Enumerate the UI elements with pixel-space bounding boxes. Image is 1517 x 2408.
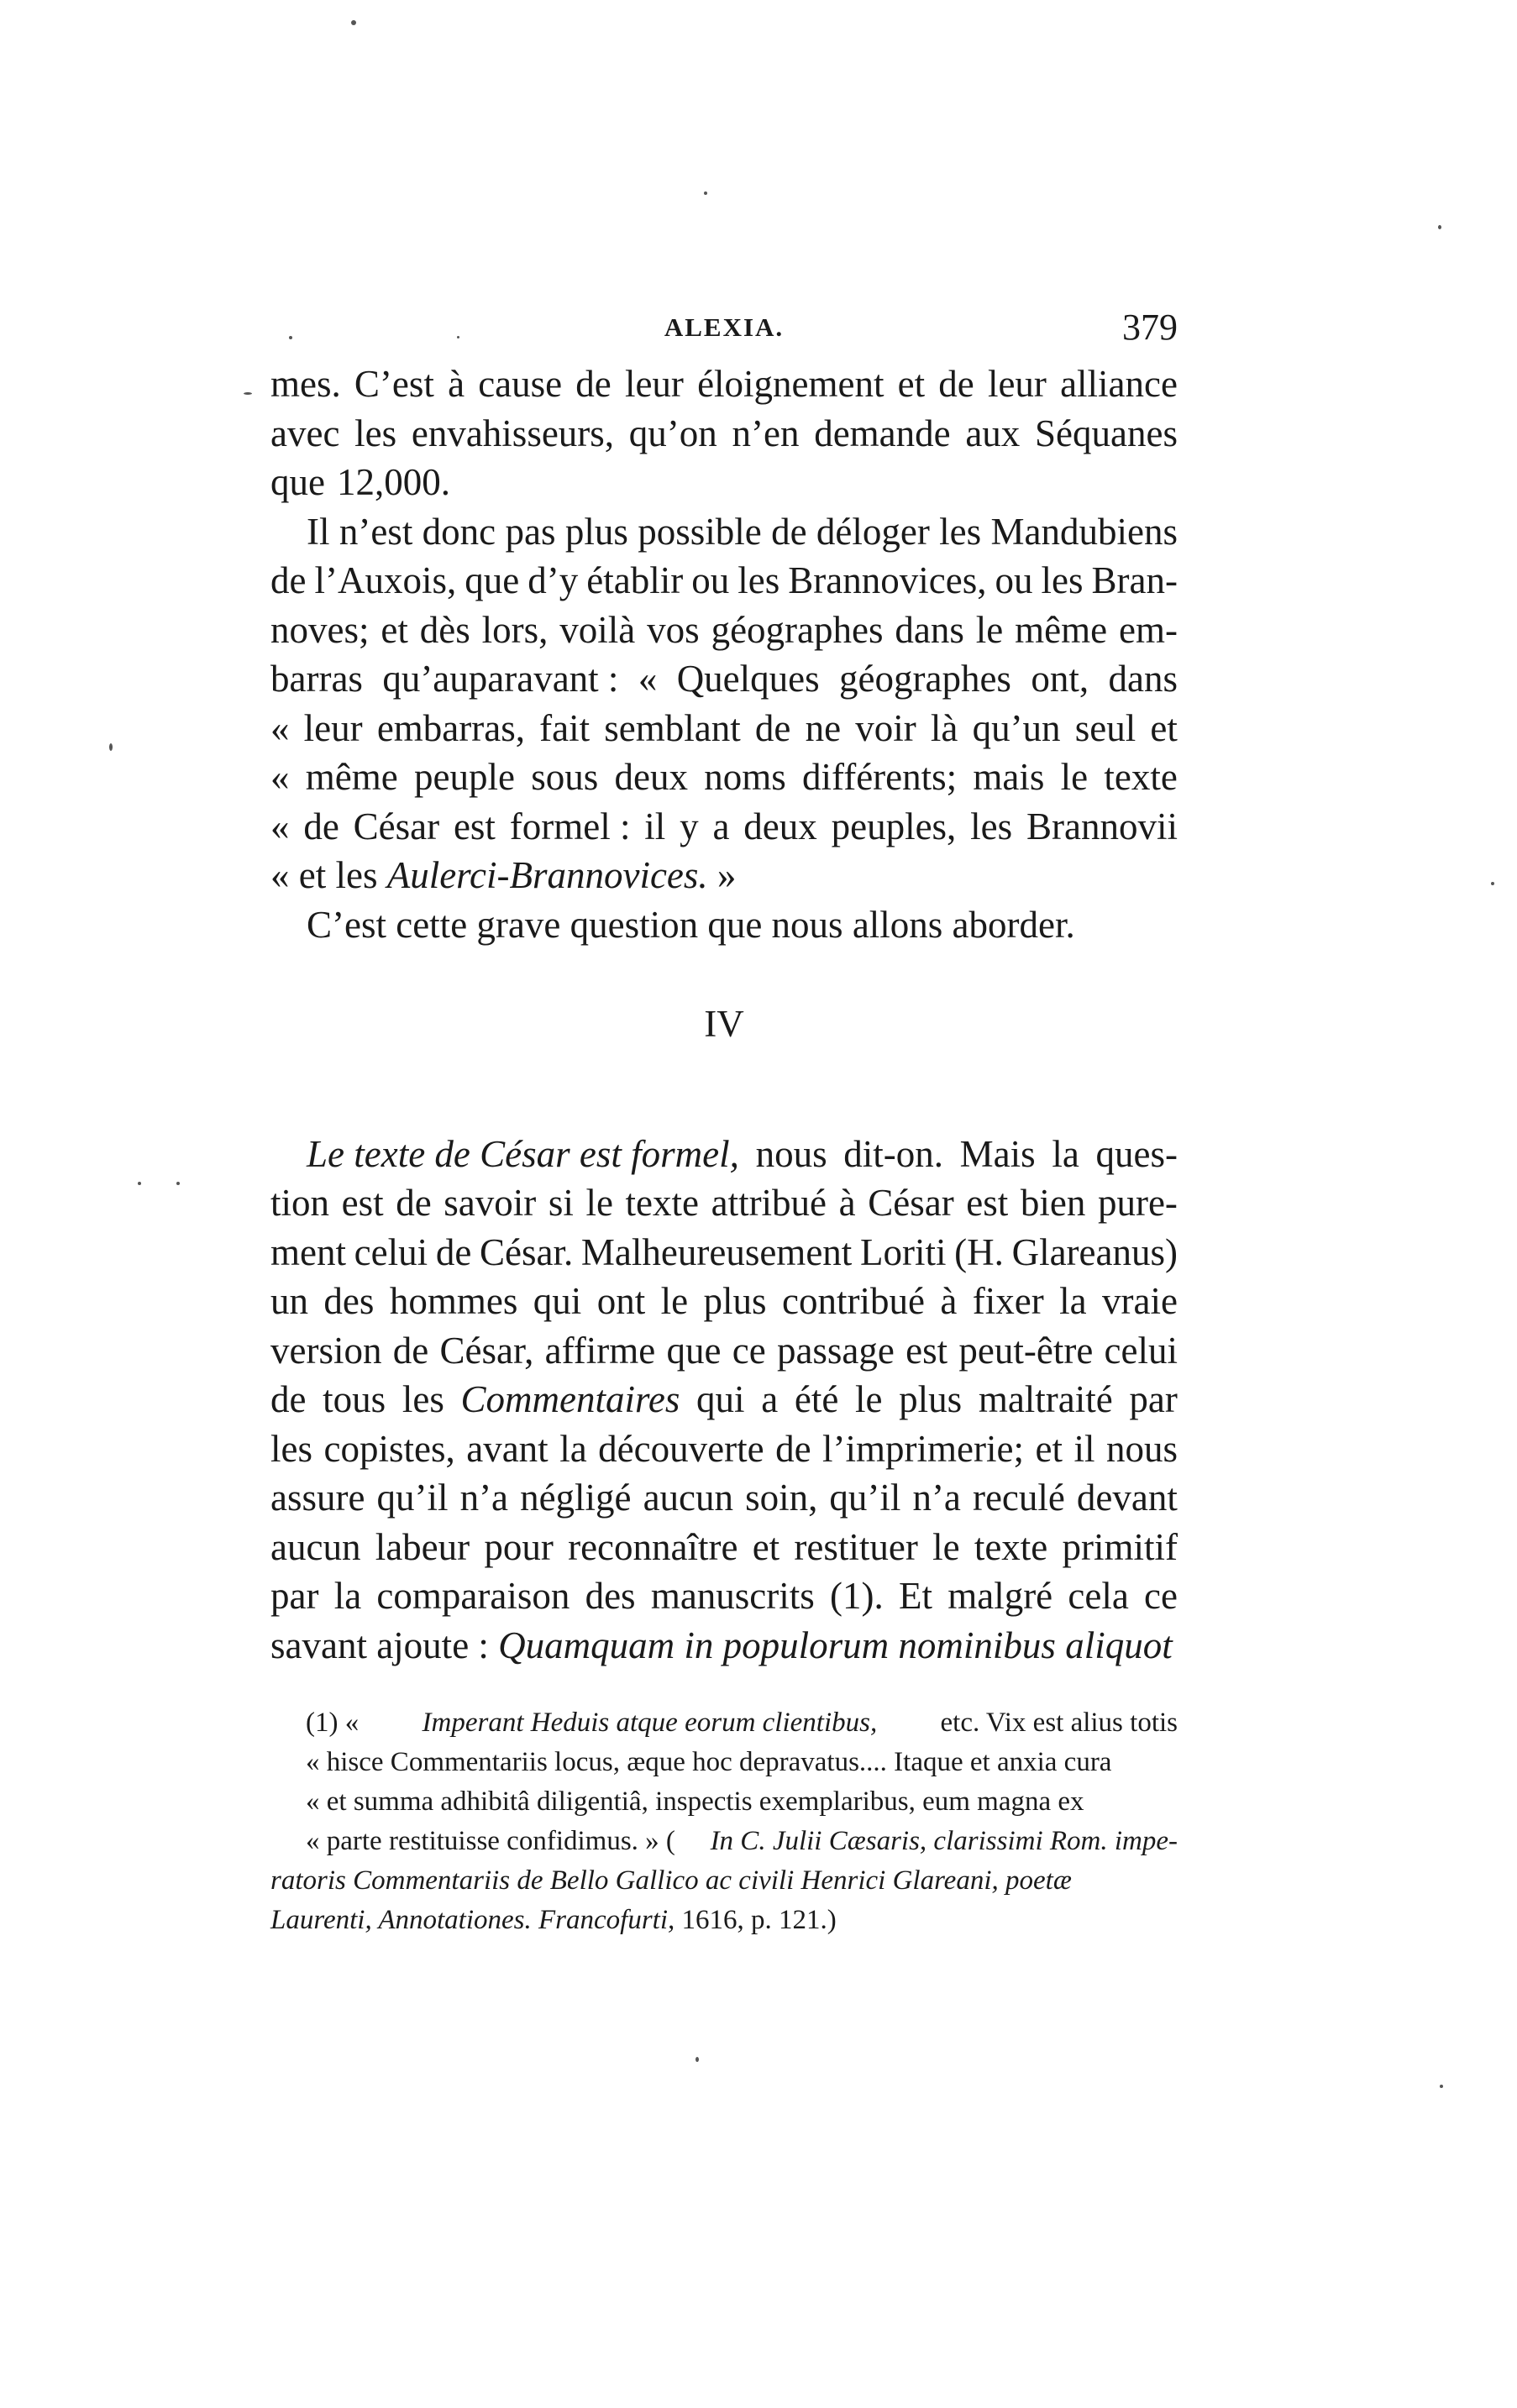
word: ment bbox=[270, 1230, 346, 1273]
running-head: ALEXIA. bbox=[664, 312, 785, 342]
word: barras bbox=[270, 658, 363, 700]
text-span bbox=[489, 1621, 498, 1671]
word: vos bbox=[647, 608, 700, 651]
word: restituer bbox=[794, 1525, 918, 1568]
main-text bbox=[270, 359, 1178, 1670]
speck bbox=[176, 1182, 180, 1185]
word: mes. bbox=[270, 363, 341, 405]
page-header bbox=[270, 307, 1178, 363]
word: (1). bbox=[830, 1575, 884, 1617]
paragraph bbox=[270, 900, 1178, 950]
word: aucun bbox=[643, 1477, 734, 1519]
word: des bbox=[323, 1280, 375, 1322]
word: même bbox=[305, 756, 398, 798]
word: peut-être bbox=[958, 1329, 1094, 1372]
word: il bbox=[1073, 1427, 1095, 1470]
word: reculé bbox=[972, 1477, 1065, 1519]
word: Bran- bbox=[1091, 559, 1178, 601]
word: donc bbox=[422, 510, 496, 553]
word: semblant bbox=[604, 706, 741, 749]
word: l’Auxois, bbox=[314, 559, 457, 601]
word: de bbox=[392, 1329, 429, 1372]
word: peuple bbox=[413, 756, 515, 798]
word: maltraité bbox=[978, 1378, 1113, 1420]
speck bbox=[1491, 882, 1494, 885]
word: géographes bbox=[839, 658, 1011, 700]
text-line bbox=[270, 1621, 1178, 1671]
word: noves; bbox=[270, 608, 370, 651]
text-line bbox=[270, 409, 1178, 459]
word: embarras, bbox=[376, 706, 525, 749]
word: de bbox=[771, 510, 807, 553]
word: est bbox=[966, 1182, 1009, 1224]
word: et bbox=[1035, 1427, 1063, 1470]
word: qu’on bbox=[628, 412, 717, 454]
word: vraie bbox=[1102, 1280, 1178, 1322]
word: César, bbox=[439, 1329, 534, 1372]
word: plus bbox=[564, 510, 628, 553]
word: ou bbox=[995, 559, 1033, 601]
word: le bbox=[660, 1280, 689, 1322]
word: et bbox=[897, 363, 926, 405]
word: manuscrits bbox=[650, 1575, 815, 1617]
word: passage bbox=[776, 1329, 895, 1372]
footnote-line bbox=[270, 1901, 1178, 1940]
word: C’est bbox=[354, 363, 434, 405]
word: texte bbox=[1104, 756, 1178, 798]
italic-name: Aulerci-Brannovices. bbox=[386, 854, 708, 896]
italic-phrase: Quamquam in populorum nominibus aliquot bbox=[498, 1624, 1173, 1666]
text-line bbox=[270, 704, 1178, 753]
word: demande bbox=[814, 412, 951, 454]
word: qui bbox=[696, 1378, 745, 1420]
word: qu’il bbox=[829, 1477, 901, 1519]
word: soin, bbox=[745, 1477, 818, 1519]
word: seul bbox=[1074, 706, 1136, 749]
word: par bbox=[270, 1575, 319, 1617]
word: deux bbox=[743, 805, 817, 847]
word: lors, bbox=[481, 608, 549, 651]
word: labeur bbox=[375, 1525, 470, 1568]
text-line bbox=[270, 458, 1178, 507]
word: établir bbox=[586, 559, 684, 601]
word: plus bbox=[703, 1280, 767, 1322]
word: différents; bbox=[802, 756, 958, 798]
speck bbox=[138, 1182, 141, 1185]
word: un bbox=[270, 1280, 308, 1322]
text-line bbox=[270, 1375, 1178, 1424]
word: leur bbox=[303, 706, 363, 749]
text-span: 1616, p. 121.) bbox=[681, 1905, 837, 1935]
word: César bbox=[868, 1182, 954, 1224]
word: à bbox=[940, 1280, 958, 1322]
word: ne bbox=[805, 706, 842, 749]
text-line: C’est cette grave question que nous allons aborder. bbox=[307, 903, 1075, 946]
word: n’a bbox=[459, 1477, 509, 1519]
footnote-line: « et summa adhibitâ diligentiâ, inspectis exemplaribus, eum magna ex bbox=[306, 1786, 1084, 1817]
word: « bbox=[270, 706, 290, 749]
word: le bbox=[932, 1525, 960, 1568]
word: de bbox=[396, 1182, 432, 1224]
word: de bbox=[303, 805, 339, 847]
word: des bbox=[585, 1575, 636, 1617]
text-line bbox=[270, 1130, 1178, 1179]
word: ce bbox=[732, 1329, 766, 1372]
word: avant bbox=[466, 1427, 549, 1470]
word: tion bbox=[270, 1182, 330, 1224]
text-line bbox=[270, 753, 1178, 802]
word: si bbox=[548, 1182, 574, 1224]
footnote-line bbox=[306, 1822, 1178, 1861]
page-number: 379 bbox=[1122, 307, 1178, 348]
word: Mandubiens bbox=[990, 510, 1178, 553]
word: de bbox=[270, 559, 307, 601]
word: géographes bbox=[711, 608, 884, 651]
word: la bbox=[333, 1575, 362, 1617]
text-line bbox=[270, 1424, 1178, 1474]
word: celui bbox=[354, 1230, 428, 1273]
word: n’est bbox=[339, 510, 413, 553]
word: que bbox=[270, 461, 325, 503]
italic-phrase: Laurenti, Annotationes. Francofurti, bbox=[270, 1905, 675, 1935]
word: celui bbox=[1104, 1329, 1178, 1372]
word: découverte bbox=[598, 1427, 764, 1470]
italic-phrase: Imperant Heduis atque eorum clientibus, bbox=[422, 1708, 878, 1738]
word: ques- bbox=[1095, 1132, 1178, 1175]
word: primitif bbox=[1062, 1525, 1178, 1568]
word: déloger bbox=[816, 510, 930, 553]
word: voir bbox=[855, 706, 916, 749]
word: Quelques bbox=[676, 658, 820, 700]
text-line bbox=[270, 851, 1178, 900]
italic-phrase: In C. Julii Cæsaris, clarissimi Rom. impe- bbox=[710, 1826, 1178, 1856]
word: dès bbox=[419, 608, 470, 651]
text-span bbox=[675, 1901, 681, 1940]
word: bien bbox=[1020, 1182, 1086, 1224]
word: sous bbox=[531, 756, 599, 798]
word: pure- bbox=[1097, 1182, 1178, 1224]
italic-phrase: Le texte de César est formel, bbox=[307, 1132, 739, 1175]
text-line bbox=[270, 1228, 1178, 1277]
word: « bbox=[638, 658, 658, 700]
word: les bbox=[270, 1427, 312, 1470]
word: les bbox=[402, 1378, 444, 1420]
word: y bbox=[680, 805, 699, 847]
word: été bbox=[794, 1378, 839, 1420]
word: dans bbox=[1108, 658, 1178, 700]
section-heading: IV bbox=[704, 1003, 744, 1045]
word: et bbox=[752, 1525, 780, 1568]
word: nous bbox=[755, 1132, 827, 1175]
text-line bbox=[270, 556, 1178, 606]
word: que bbox=[465, 559, 520, 601]
word: noms bbox=[704, 756, 786, 798]
word: aucun bbox=[270, 1525, 361, 1568]
paragraph bbox=[270, 507, 1178, 900]
word: fait bbox=[539, 706, 591, 749]
speck bbox=[696, 2057, 699, 2062]
word: cela bbox=[1068, 1575, 1129, 1617]
text-line bbox=[270, 802, 1178, 852]
speck bbox=[244, 392, 252, 395]
word: « bbox=[270, 756, 290, 798]
word: est bbox=[453, 805, 496, 847]
word: l’imprimerie; bbox=[822, 1427, 1024, 1470]
footnote-line: ratoris Commentariis de Bello Gallico ac civili Henrici Glareani, poetæ bbox=[270, 1865, 1072, 1896]
word: ce bbox=[1144, 1575, 1178, 1617]
word: de bbox=[575, 363, 612, 405]
word: et bbox=[1150, 706, 1178, 749]
speck bbox=[457, 336, 459, 338]
word: plus bbox=[899, 1378, 963, 1420]
word: hommes bbox=[389, 1280, 518, 1322]
word: leur bbox=[987, 363, 1047, 405]
word: qui bbox=[533, 1280, 582, 1322]
word: affirme bbox=[544, 1329, 656, 1372]
text-line bbox=[270, 606, 1178, 655]
word: a bbox=[712, 805, 730, 847]
word: le bbox=[1060, 756, 1089, 798]
word: ont bbox=[596, 1280, 646, 1322]
word: cause bbox=[478, 363, 563, 405]
speck bbox=[1438, 225, 1441, 229]
word: Loriti bbox=[859, 1230, 947, 1273]
word: 12,000. bbox=[336, 461, 450, 503]
word: n’a bbox=[912, 1477, 961, 1519]
word: la bbox=[1059, 1280, 1087, 1322]
text-line bbox=[270, 1571, 1178, 1621]
word: par bbox=[1129, 1378, 1178, 1420]
word: voilà bbox=[559, 608, 636, 651]
word: de bbox=[435, 1230, 472, 1273]
word: attribué bbox=[711, 1182, 827, 1224]
word: qu’il bbox=[376, 1477, 449, 1519]
word: dit-on. bbox=[843, 1132, 943, 1175]
word: a bbox=[761, 1378, 779, 1420]
word: copistes, bbox=[323, 1427, 455, 1470]
text-line bbox=[270, 654, 1178, 704]
word: ou bbox=[691, 559, 730, 601]
word: Et bbox=[898, 1575, 932, 1617]
word: Glareanus) bbox=[1011, 1230, 1178, 1273]
word: négligé bbox=[520, 1477, 632, 1519]
text-span: et les bbox=[298, 854, 387, 896]
word: savoir bbox=[444, 1182, 537, 1224]
word: devant bbox=[1076, 1477, 1178, 1519]
footnote-line bbox=[306, 1703, 1178, 1743]
word: Brannovii bbox=[1026, 805, 1178, 847]
text-line bbox=[270, 1523, 1178, 1572]
word: formel : bbox=[509, 805, 631, 847]
paragraph bbox=[270, 1130, 1178, 1671]
word: em- bbox=[1119, 608, 1178, 651]
word: texte bbox=[974, 1525, 1048, 1568]
word: la bbox=[1052, 1132, 1079, 1175]
word: Mais bbox=[959, 1132, 1036, 1175]
word: nous bbox=[1105, 1427, 1178, 1470]
footnote-mark: (1) « bbox=[306, 1708, 360, 1738]
word: envahisseurs, bbox=[411, 412, 615, 454]
speck bbox=[289, 336, 292, 339]
word: les bbox=[738, 559, 780, 601]
word: le bbox=[975, 608, 1004, 651]
word: mais bbox=[973, 756, 1045, 798]
word: ont, bbox=[1031, 658, 1089, 700]
quote-mark: « bbox=[270, 854, 290, 896]
word: texte bbox=[625, 1182, 699, 1224]
word: fixer bbox=[972, 1280, 1044, 1322]
text-line bbox=[270, 1178, 1178, 1228]
text-span: savant ajoute : bbox=[270, 1624, 489, 1666]
word: (H. bbox=[954, 1230, 1004, 1273]
word: pas bbox=[505, 510, 556, 553]
word: est bbox=[341, 1182, 384, 1224]
word: les bbox=[939, 510, 982, 553]
word: Il bbox=[307, 510, 330, 553]
word: « bbox=[270, 805, 290, 847]
word: est bbox=[905, 1329, 948, 1372]
word: dans bbox=[895, 608, 964, 651]
speck bbox=[351, 20, 356, 25]
word: de bbox=[938, 363, 974, 405]
word: il bbox=[644, 805, 666, 847]
footnote bbox=[270, 1703, 1178, 1940]
speck bbox=[109, 743, 113, 751]
word: reconnaître bbox=[568, 1525, 738, 1568]
word: et bbox=[381, 608, 408, 651]
word: n’en bbox=[732, 412, 800, 454]
word: possible bbox=[638, 510, 762, 553]
word: assure bbox=[270, 1477, 365, 1519]
word: le bbox=[854, 1378, 883, 1420]
word: de bbox=[775, 1427, 811, 1470]
word: qu’un bbox=[972, 706, 1061, 749]
italic-word: Commentaires bbox=[460, 1378, 680, 1420]
paragraph bbox=[270, 359, 1178, 507]
word: Séquanes bbox=[1035, 412, 1178, 454]
word: deux bbox=[614, 756, 688, 798]
word: tous bbox=[323, 1378, 386, 1420]
word: les bbox=[1041, 559, 1084, 601]
word: Malheureusement bbox=[580, 1230, 853, 1273]
text-line bbox=[270, 359, 1178, 409]
text-span: « parte restituisse confidimus. » ( bbox=[306, 1826, 675, 1856]
word: leur bbox=[624, 363, 684, 405]
word: César. bbox=[479, 1230, 574, 1273]
word: là bbox=[930, 706, 958, 749]
word: qu’auparavant : bbox=[382, 658, 619, 700]
word: le bbox=[585, 1182, 613, 1224]
word: aux bbox=[965, 412, 1021, 454]
word: Brannovices, bbox=[788, 559, 987, 601]
word: que bbox=[666, 1329, 722, 1372]
word: alliance bbox=[1060, 363, 1178, 405]
word: contribué bbox=[781, 1280, 925, 1322]
word: comparaison bbox=[376, 1575, 570, 1617]
word: à bbox=[448, 363, 465, 405]
word: de bbox=[754, 706, 791, 749]
word: les bbox=[354, 412, 397, 454]
speck bbox=[704, 191, 707, 195]
text-span bbox=[290, 851, 299, 900]
word: de bbox=[270, 1378, 307, 1420]
text-span: etc. Vix est alius totis bbox=[940, 1708, 1178, 1738]
word: malgré bbox=[947, 1575, 1053, 1617]
word: avec bbox=[270, 412, 340, 454]
text-line bbox=[270, 507, 1178, 557]
word: César bbox=[353, 805, 440, 847]
closing-quote: » bbox=[707, 854, 737, 896]
footnote-line: « hisce Commentariis locus, æque hoc depravatus.... Itaque et anxia cura bbox=[306, 1747, 1112, 1777]
word: les bbox=[970, 805, 1013, 847]
word: la bbox=[559, 1427, 587, 1470]
word: éloignement bbox=[697, 363, 884, 405]
word: à bbox=[838, 1182, 856, 1224]
text-line bbox=[270, 1277, 1178, 1326]
word: même bbox=[1015, 608, 1108, 651]
word: d’y bbox=[528, 559, 579, 601]
text-line bbox=[270, 1473, 1178, 1523]
speck bbox=[1440, 2085, 1443, 2088]
word: version bbox=[270, 1329, 382, 1372]
word: pour bbox=[484, 1525, 554, 1568]
word: peuples, bbox=[831, 805, 957, 847]
text-line bbox=[270, 1326, 1178, 1376]
